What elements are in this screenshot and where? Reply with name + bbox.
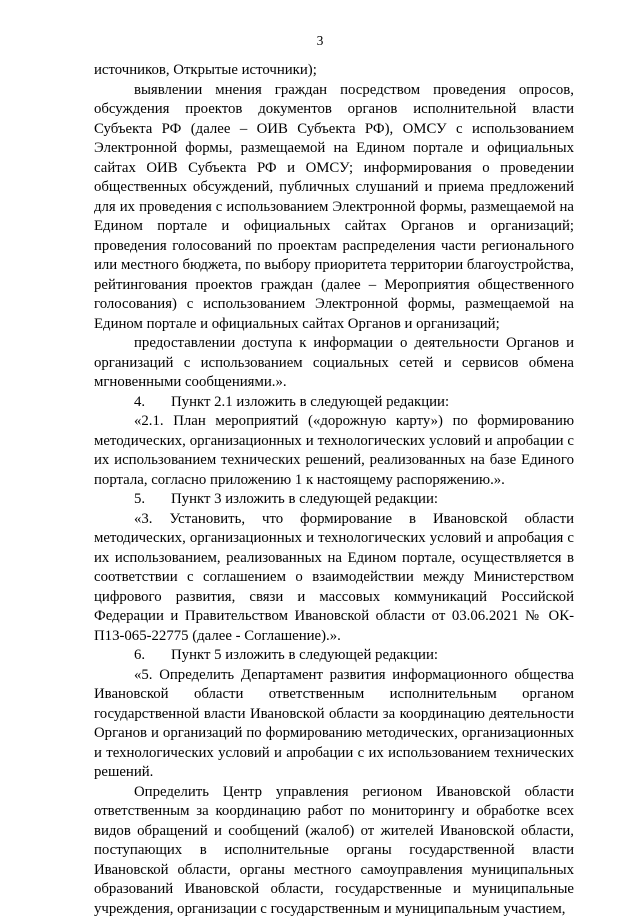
paragraph-roadmap: «2.1. План мероприятий («дорожную карту») по формированию методических, организационных и технологических условий и апробации с их использованием технических решений, реализованных на базе Единого портала, согласно приложению 1 к настоящему распоряжению.». (94, 412, 574, 490)
paragraph-item-4: 4. Пункт 2.1 изложить в следующей редакции: (94, 393, 574, 413)
paragraph-control-center: Определить Центр управления регионом Ивановской области ответственным за координацию работ по мониторингу и обработке всех видов обращений и сообщений (жалоб) от жителей Ивановской области, поступающих в исполнительные органы государственной власти Ивановской области, органы местного самоуправления муниципальных образований Ивановской области, государственные и муниципальные учреждения, организации с государственным и муниципальным участием, (94, 783, 574, 919)
paragraph-item-6: 6. Пункт 5 изложить в следующей редакции: (94, 646, 574, 666)
paragraph-public-opinion: выявлении мнения граждан посредством проведения опросов, обсуждения проектов документов органов исполнительной власти Субъекта РФ (далее – ОИВ Субъекта РФ), ОМСУ с использованием Электронной формы, размещаемой на Едином портале и официальных сайтах ОИВ Субъекта РФ и ОМСУ; информирования о проведении общественных обсуждений, публичных слушаний и приема предложений для их проведения с использованием Электронной формы, размещаемой на Едином портале и официальных сайтах Органов и организаций; проведения голосований по проектам распределения части регионального или местного бюджета, по выбору приоритета территории благоустройства, рейтингования проектов граждан (далее – Мероприятия общественного голосования) с использованием Электронной формы, размещаемой на Едином портале и официальных сайтах Органов и организаций; (94, 81, 574, 335)
paragraph-agreement: «3. Установить, что формирование в Ивановской области методических, организационных и технологических условий и апробация с их использованием, реализованных на Едином портале, осуществляется в соответствии с соглашением о взаимодействии между Министерством цифрового развития, связи и массовых коммуникаций Российской Федерации и Правительством Ивановской области от 03.06.2021 № ОК-П13-065-22775 (далее - Соглашение).». (94, 510, 574, 647)
paragraph-information-access: предоставлении доступа к информации о деятельности Органов и организаций с использованием социальных сетей и сервисов обмена мгновенными сообщениями.». (94, 334, 574, 393)
document-body (94, 61, 574, 919)
paragraph-item-5: 5. Пункт 3 изложить в следующей редакции: (94, 490, 574, 510)
paragraph-department: «5. Определить Департамент развития информационного общества Ивановской области ответственным исполнительным органом государственной власти Ивановской области за координацию деятельности Органов и организаций по формированию методических, организационных и технологических условий и апробации с их использованием технических решений. (94, 666, 574, 783)
page-number: 3 (0, 33, 640, 49)
paragraph-sources-continued: источников, Открытые источники); (94, 61, 574, 81)
